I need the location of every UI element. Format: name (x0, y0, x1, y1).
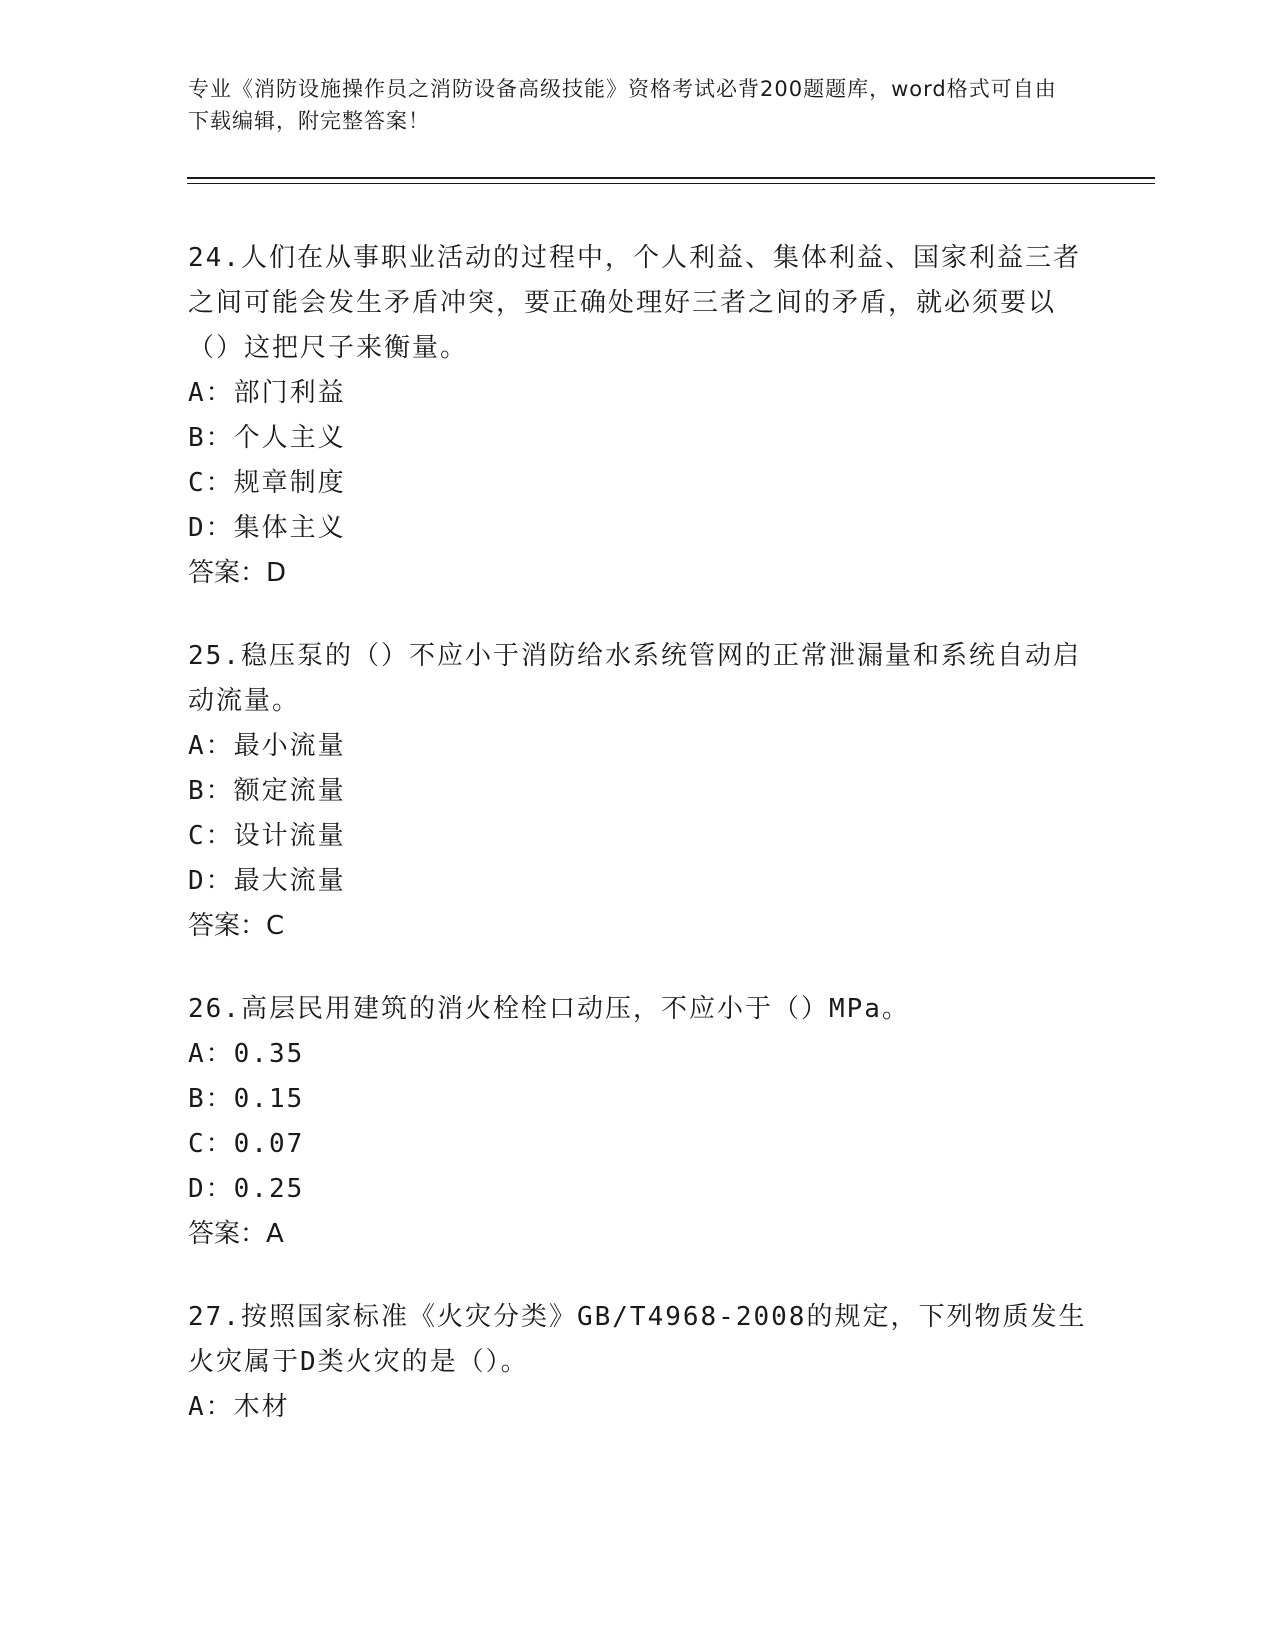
document-header-text: 专业《消防设施操作员之消防设备高级技能》资格考试必背200题题库，word格式可自由下载编辑，附完整答案！ (188, 77, 1057, 133)
option-d: D：集体主义 (188, 513, 346, 543)
option-b: B：个人主义 (188, 423, 346, 453)
answer-line: 答案：C (188, 911, 285, 941)
option-b: B：额定流量 (188, 776, 346, 806)
option-a: A：部门利益 (188, 378, 346, 408)
question-26 (188, 987, 1088, 1257)
question-27 (188, 1295, 1088, 1430)
question-stem: 25.稳压泵的（）不应小于消防给水系统管网的正常泄漏量和系统自动启动流量。 (188, 641, 1081, 716)
answer-line: 答案：D (188, 558, 287, 588)
option-a: A：木材 (188, 1392, 290, 1422)
option-a: A：最小流量 (188, 731, 346, 761)
option-b: B：0.15 (188, 1084, 305, 1114)
question-24 (188, 236, 1088, 596)
question-stem: 24.人们在从事职业活动的过程中，个人利益、集体利益、国家利益三者之间可能会发生矛盾冲突，要正确处理好三者之间的矛盾，就必须要以（）这把尺子来衡量。 (188, 243, 1081, 363)
question-list (188, 236, 1088, 1468)
question-stem: 26.高层民用建筑的消火栓栓口动压，不应小于（）MPa。 (188, 994, 910, 1024)
option-d: D：0.25 (188, 1174, 305, 1204)
answer-line: 答案：A (188, 1219, 284, 1249)
header-divider (187, 177, 1155, 184)
option-d: D：最大流量 (188, 866, 346, 896)
question-stem: 27.按照国家标准《火灾分类》GB/T4968-2008的规定，下列物质发生火灾属于D类火灾的是（）。 (188, 1302, 1087, 1377)
question-25 (188, 634, 1088, 949)
option-c: C：设计流量 (188, 821, 346, 851)
option-c: C：规章制度 (188, 468, 346, 498)
option-c: C：0.07 (188, 1129, 305, 1159)
option-a: A：0.35 (188, 1039, 305, 1069)
